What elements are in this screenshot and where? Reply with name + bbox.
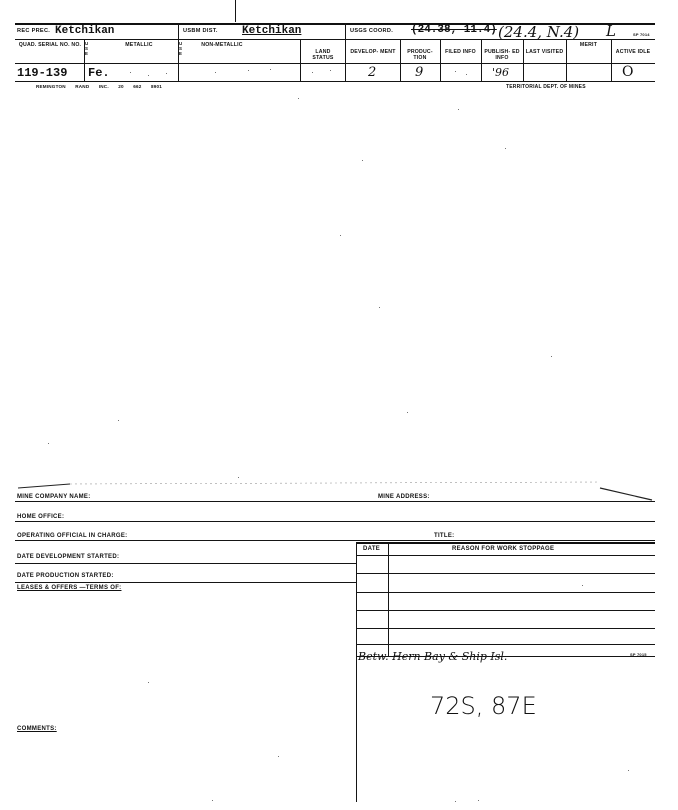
col-filed-info: FILED INFO xyxy=(445,49,476,55)
col-active-idle: ACTIVE IDLE xyxy=(615,49,651,55)
row1-divider-2 xyxy=(345,23,346,39)
stoppage-date-header: DATE xyxy=(363,546,381,552)
stoppage-row-2 xyxy=(356,592,655,593)
stoppage-header-line xyxy=(356,555,655,556)
operating-official-line xyxy=(15,540,655,541)
row-quad-serial: 119-139 xyxy=(17,66,68,80)
scan-speck xyxy=(312,72,313,73)
leases-offers-label: LEASES & OFFERS —TERMS OF: xyxy=(17,585,122,591)
scan-speck xyxy=(330,70,331,71)
col-div-prod xyxy=(400,39,401,81)
operating-official-label: OPERATING OFFICIAL IN CHARGE: xyxy=(17,533,128,539)
mine-company-name-label: MINE COMPANY NAME: xyxy=(17,494,91,500)
col-land-status: LAND STATUS xyxy=(312,49,334,61)
territorial-dept-footer: TERRITORIAL DEPT. OF MINES xyxy=(506,84,586,90)
scan-speck xyxy=(455,71,456,72)
date-production-line xyxy=(15,582,356,583)
scan-speck xyxy=(340,235,341,236)
usgs-coord-struck: (24.38, 11.4) xyxy=(411,24,497,36)
home-office-label: HOME OFFICE: xyxy=(17,514,65,520)
rec-prec-value: Ketchikan xyxy=(55,25,115,37)
col-div-dev xyxy=(345,39,346,81)
col-div-filed xyxy=(440,39,441,81)
data-row-bottom-line xyxy=(15,81,655,82)
scan-speck xyxy=(505,148,506,149)
scan-speck xyxy=(551,356,552,357)
top-stub-line xyxy=(235,0,236,22)
col-published-info: PUBLISH- ED INFO xyxy=(484,49,520,61)
col-div-pub xyxy=(481,39,482,81)
col-merit: MERIT xyxy=(579,42,598,48)
stoppage-row-4 xyxy=(356,628,655,629)
scan-speck xyxy=(166,73,167,74)
scan-speck xyxy=(270,69,271,70)
handwritten-location: Betw. Hern Bay & Ship Isl. xyxy=(358,650,508,663)
col-use-nonmetallic-code: U S E xyxy=(179,41,183,56)
stoppage-reason-header: REASON FOR WORK STOPPAGE xyxy=(452,546,555,552)
handwritten-letter-l: L xyxy=(606,22,616,40)
scan-speck xyxy=(48,443,49,444)
scan-speck xyxy=(148,75,149,76)
handwritten-coords: 72S, 87E xyxy=(430,692,537,720)
stoppage-outer-left xyxy=(356,542,357,802)
col-div-last xyxy=(523,39,524,81)
row-metallic: Fe. xyxy=(88,66,110,80)
row-published-info: '96 xyxy=(492,66,510,79)
date-development-label: DATE DEVELOPMENT STARTED: xyxy=(17,554,120,560)
header-bottom-line xyxy=(15,63,655,64)
usgs-coord-label: USGS COORD. xyxy=(350,28,394,34)
col-development: DEVELOP- MENT xyxy=(350,49,396,55)
col-quad-serial: QUAD. SERIAL NO. NO. xyxy=(18,42,82,48)
usbm-dist-value: Ketchikan xyxy=(242,25,302,37)
mine-address-label: MINE ADDRESS: xyxy=(378,494,430,500)
col-non-metallic: NON-METALLIC xyxy=(201,42,243,48)
col-metallic: METALLIC xyxy=(125,42,153,48)
row-active-idle-mark: O xyxy=(622,64,634,80)
scan-speck xyxy=(215,72,216,73)
stoppage-row-1 xyxy=(356,573,655,574)
row1-divider-1 xyxy=(178,23,179,39)
printer-line: REMINGTON RAND INC. 20 662 8901 xyxy=(36,84,163,89)
stoppage-date-divider xyxy=(388,542,389,656)
title-label: TITLE: xyxy=(434,533,455,539)
rec-prec-label: REC PREC. xyxy=(17,28,51,34)
scan-speck xyxy=(379,307,380,308)
col-production: PRODUC- TION xyxy=(407,49,433,61)
col-div-active xyxy=(611,39,612,81)
scan-speck xyxy=(248,70,249,71)
scan-speck xyxy=(407,412,408,413)
bottom-card xyxy=(0,478,678,810)
card-edge-lines xyxy=(0,478,678,508)
scan-speck xyxy=(362,160,363,161)
date-development-line xyxy=(15,563,356,564)
row-development: 2 xyxy=(368,65,377,80)
bottom-form-code: SP 7015 xyxy=(630,652,647,657)
row-production: 9 xyxy=(415,65,424,80)
stoppage-row-5 xyxy=(356,644,655,645)
mine-company-line xyxy=(15,501,655,502)
top-form-code: SP 7014 xyxy=(633,32,650,37)
usgs-coord-handwritten: (24.4, N.4) xyxy=(498,23,580,41)
stoppage-table-top xyxy=(356,542,655,544)
top-card xyxy=(0,0,678,110)
col-last-visited: LAST VISITED xyxy=(525,49,564,55)
stoppage-row-3 xyxy=(356,610,655,611)
col-div-land xyxy=(300,39,301,81)
scan-speck xyxy=(130,72,131,73)
col-use-metallic-code: U S E xyxy=(85,41,89,56)
scan-speck xyxy=(466,74,467,75)
usbm-dist-label: USBM DIST. xyxy=(183,28,218,34)
comments-label: COMMENTS: xyxy=(17,726,57,732)
home-office-line xyxy=(15,521,655,522)
scan-speck xyxy=(118,420,119,421)
col-div-merit xyxy=(566,39,567,81)
date-production-label: DATE PRODUCTION STARTED: xyxy=(17,573,114,579)
